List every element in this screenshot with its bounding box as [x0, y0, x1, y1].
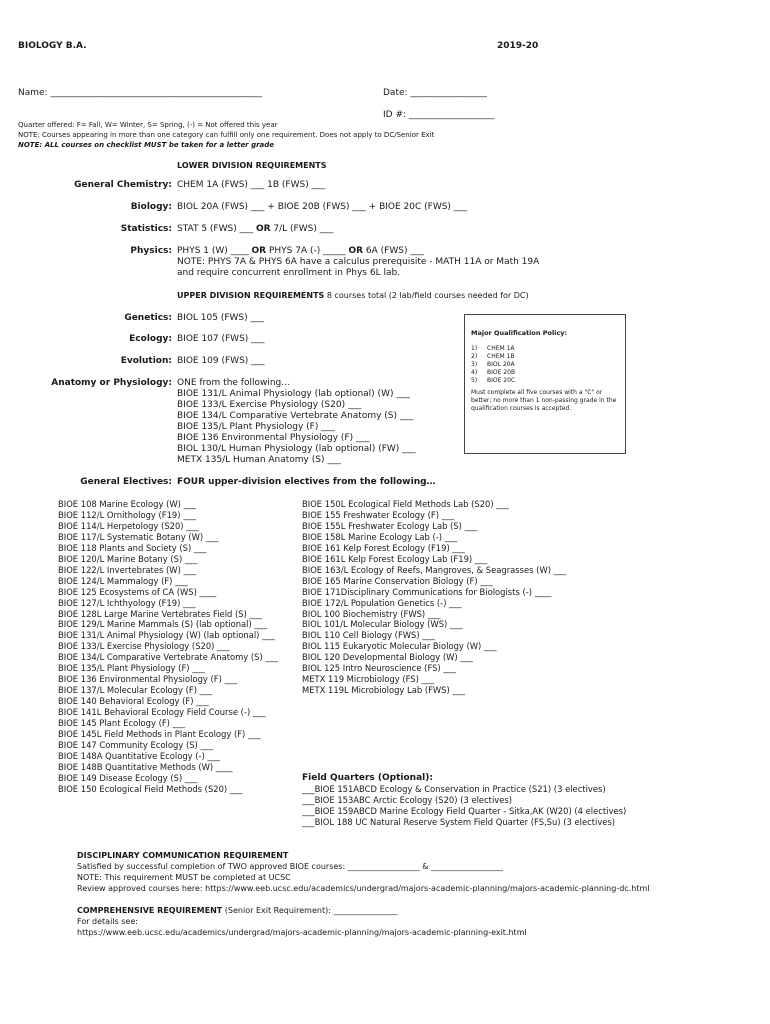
list-item: BIOE 155L Freshwater Ecology Lab (S) ___: [302, 520, 478, 531]
list-item: BIOE 131/L Animal Physiology (W) (lab optional) ___: [58, 630, 275, 641]
list-item: BIOE 134/L Comparative Vertebrate Anatomy (S) ___: [58, 652, 278, 663]
list-item: BIOE 134/L Comparative Vertebrate Anatomy (S) ___: [177, 411, 414, 421]
list-item: METX 135/L Human Anatomy (S) ___: [177, 455, 341, 465]
list-item: BIOE 141L Behavioral Ecology Field Course (-) ___: [58, 707, 266, 718]
chemistry-label: General Chemistry:: [74, 180, 172, 190]
list-item: BIOE 129/L Marine Mammals (S) (lab optional) ___: [58, 619, 267, 630]
anatomy-physiology-list: [177, 378, 416, 466]
field-quarters-list: [302, 784, 626, 828]
policy-item: 4) BIOE 20B: [471, 369, 516, 376]
list-item: BIOE 112/L Ornithology (F19) ___: [58, 509, 196, 520]
list-item: BIOE 137/L Molecular Ecology (F) ___: [58, 685, 213, 696]
chemistry-courses: CHEM 1A (FWS) ___ 1B (FWS) ___: [177, 180, 326, 190]
physics-label: Physics:: [130, 246, 172, 256]
list-item: BIOL 101/L Molecular Biology (WS) ___: [302, 619, 463, 630]
anatomy-physiology-label: Anatomy or Physiology:: [51, 378, 172, 388]
biology-label: Biology:: [130, 202, 172, 212]
list-item: BIOE 125 Ecosystems of CA (WS) ____: [58, 586, 217, 597]
list-item: BIOE 165 Marine Conservation Biology (F) ___: [302, 575, 493, 586]
list-item: BIOE 108 Marine Ecology (W) ___: [58, 499, 197, 509]
list-item: BIOE 128L Large Marine Vertebrates Field (S) ___: [58, 608, 263, 619]
list-item: BIOE 163/L Ecology of Reefs, Mangroves, & Seagrasses (W) ___: [302, 564, 567, 575]
document-title: BIOLOGY B.A.: [18, 41, 87, 51]
electives-right-column: [302, 499, 566, 696]
policy-title: Major Qualification Policy:: [471, 329, 568, 337]
electives-left-column: [58, 499, 278, 795]
policy-item: 2) CHEM 1B: [471, 353, 515, 360]
grade-note: NOTE: ALL courses on checklist MUST be taken for a letter grade: [18, 141, 275, 149]
list-item: BIOE 120/L Marine Botany (S) ___: [58, 553, 198, 564]
list-item: BIOE 114/L Herpetology (S20) ___: [58, 520, 199, 531]
list-item: BIOE 145 Plant Ecology (F) ___: [58, 718, 186, 729]
upper-division-heading: UPPER DIVISION REQUIREMENTS 8 courses total (2 lab/field courses needed for DC): [177, 291, 529, 300]
date-field[interactable]: Date: _________________: [383, 88, 487, 98]
list-item: BIOE 117/L Systematic Botany (W) ___: [58, 531, 219, 542]
list-item: BIOE 171Disciplinary Communications for Biologists (-) ____: [302, 586, 552, 597]
document-year: 2019-20: [497, 41, 539, 51]
list-item: BIOE 161L Kelp Forest Ecology Lab (F19) ___: [302, 553, 488, 564]
ecology-course: BIOE 107 (FWS) ___: [177, 334, 265, 344]
list-item: BIOE 133/L Exercise Physiology (S20) ___: [58, 641, 230, 652]
list-item: BIOE 158L Marine Ecology Lab (-) ___: [302, 531, 458, 542]
list-item: ___BIOE 153ABC Arctic Ecology (S20) (3 electives): [302, 794, 513, 805]
list-item: ___BIOE 151ABCD Ecology & Conservation in Practice (S21) (3 electives): [302, 784, 606, 794]
courses-note: NOTE: Courses appearing in more than one category can fulfill only one requirement. Does not apply to DC/Senior Exit: [18, 131, 435, 139]
dc-line-1: Satisfied by successful completion of TWO approved BIOE courses: __________________ & __________________: [77, 862, 504, 871]
list-item: BIOE 140 Behavioral Ecology (F) ___: [58, 696, 209, 707]
list-item: BIOE 127/L Ichthyology (F19) ___: [58, 597, 196, 608]
list-item: BIOL 115 Eukaryotic Molecular Biology (W) ___: [302, 641, 497, 652]
statistics-courses: STAT 5 (FWS) ___ OR 7/L (FWS) ___: [177, 224, 334, 234]
list-item: BIOE 135/L Plant Physiology (F) ___: [177, 422, 335, 432]
ecology-label: Ecology:: [129, 334, 172, 344]
list-item: BIOE 161 Kelp Forest Ecology (F19) ___: [302, 542, 465, 553]
id-field[interactable]: ID #: ___________________: [383, 110, 495, 120]
statistics-label: Statistics:: [120, 224, 172, 234]
physics-note-line-2: and require concurrent enrollment in Phys 6L lab.: [177, 268, 401, 278]
list-item: BIOE 155 Freshwater Ecology (F) ___: [302, 509, 455, 520]
list-item: BIOL 120 Developmental Biology (W) ___: [302, 652, 473, 663]
physics-courses: PHYS 1 (W) ____ OR PHYS 7A (-) _____ OR 6A (FWS) ___: [177, 246, 424, 256]
list-item: BIOE 131/L Animal Physiology (lab optional) (W) ___: [177, 389, 410, 399]
list-item: ONE from the following…: [177, 378, 291, 388]
list-item: BIOE 148A Quantitative Ecology (-) ___: [58, 750, 221, 761]
policy-item: 3) BIOL 20A: [471, 361, 515, 368]
field-quarters-title: Field Quarters (Optional):: [302, 773, 433, 783]
exit-link[interactable]: https://www.eeb.ucsc.edu/academics/undergrad/majors-academic-planning/majors-academic-planning-exit.html: [77, 928, 527, 937]
list-item: BIOE 147 Community Ecology (S) ___: [58, 739, 214, 750]
dc-requirement-title: DISCIPLINARY COMMUNICATION REQUIREMENT: [77, 851, 289, 860]
list-item: BIOE 136 Environmental Physiology (F) ___: [177, 433, 370, 443]
list-item: BIOE 133/L Exercise Physiology (S20) ___: [177, 400, 362, 410]
list-item: BIOL 125 Intro Neuroscience (FS) ___: [302, 663, 456, 674]
biology-courses: BIOL 20A (FWS) ___ + BIOE 20B (FWS) ___ + BIOE 20C (FWS) ___: [177, 202, 468, 212]
genetics-course: BIOL 105 (FWS) ___: [177, 313, 264, 323]
electives-label: General Electives:: [80, 477, 172, 487]
physics-note-line-1: NOTE: PHYS 7A & PHYS 6A have a calculus prerequisite - MATH 11A or Math 19A: [177, 257, 540, 267]
comprehensive-requirement-title: COMPREHENSIVE REQUIREMENT (Senior Exit Requirement): ________________: [77, 906, 398, 915]
list-item: BIOE 149 Disease Ecology (S) ___: [58, 772, 198, 783]
genetics-label: Genetics:: [124, 313, 172, 323]
policy-item: 1) CHEM 1A: [471, 345, 515, 352]
quarter-note: Quarter offered: F= Fall, W= Winter, S= Spring, (-) = Not offered this year: [18, 121, 278, 129]
lower-division-heading: LOWER DIVISION REQUIREMENTS: [177, 161, 327, 170]
evolution-course: BIOE 109 (FWS) ___: [177, 356, 265, 366]
list-item: BIOL 110 Cell Biology (FWS) ___: [302, 630, 435, 641]
list-item: BIOE 150 Ecological Field Methods (S20) ___: [58, 783, 243, 794]
list-item: BIOE 124/L Mammalogy (F) ___: [58, 575, 188, 586]
list-item: BIOL 100 Biochemistry (FWS) ___: [302, 608, 441, 619]
policy-item: 5) BIOE 20C: [471, 377, 516, 384]
evolution-label: Evolution:: [120, 356, 172, 366]
list-item: BIOE 135/L Plant Physiology (F) ___: [58, 663, 205, 674]
electives-instruction: FOUR upper-division electives from the following…: [177, 477, 436, 487]
exit-line-1: For details see:: [77, 917, 138, 926]
list-item: BIOE 150L Ecological Field Methods Lab (S20) ___: [302, 499, 509, 509]
dc-line-2: NOTE: This requirement MUST be completed at UCSC: [77, 873, 291, 882]
qualification-policy-box: [464, 314, 626, 454]
list-item: ___BIOE 159ABCD Marine Ecology Field Quarter - Sitka,AK (W20) (4 electives): [302, 805, 627, 816]
list-item: BIOE 145L Field Methods in Plant Ecology (F) ___: [58, 729, 261, 740]
list-item: BIOL 130/L Human Physiology (lab optional) (FW) ___: [177, 444, 416, 454]
list-item: BIOE 148B Quantitative Methods (W) ____: [58, 761, 233, 772]
list-item: ___BIOL 188 UC Natural Reserve System Field Quarter (FS,Su) (3 electives): [302, 816, 616, 827]
list-item: BIOE 172/L Population Genetics (-) ___: [302, 597, 462, 608]
dc-link[interactable]: Review approved courses here: https://www.eeb.ucsc.edu/academics/undergrad/majors-academic-planning/majors-academic-planning-dc.html: [77, 884, 650, 893]
list-item: BIOE 136 Environmental Physiology (F) ___: [58, 674, 238, 685]
list-item: BIOE 118 Plants and Society (S) ___: [58, 542, 207, 553]
list-item: METX 119L Microbiology Lab (FWS) ___: [302, 685, 465, 696]
name-field[interactable]: Name: _______________________________________________: [18, 88, 262, 98]
list-item: METX 119 Microbiology (FS) ___: [302, 674, 435, 685]
list-item: BIOE 122/L Invertebrates (W) ___: [58, 564, 197, 575]
policy-description: Must complete all five courses with a "C" or better; no more than 1 non-passing grade in the qualification courses is accepted.: [471, 389, 617, 412]
